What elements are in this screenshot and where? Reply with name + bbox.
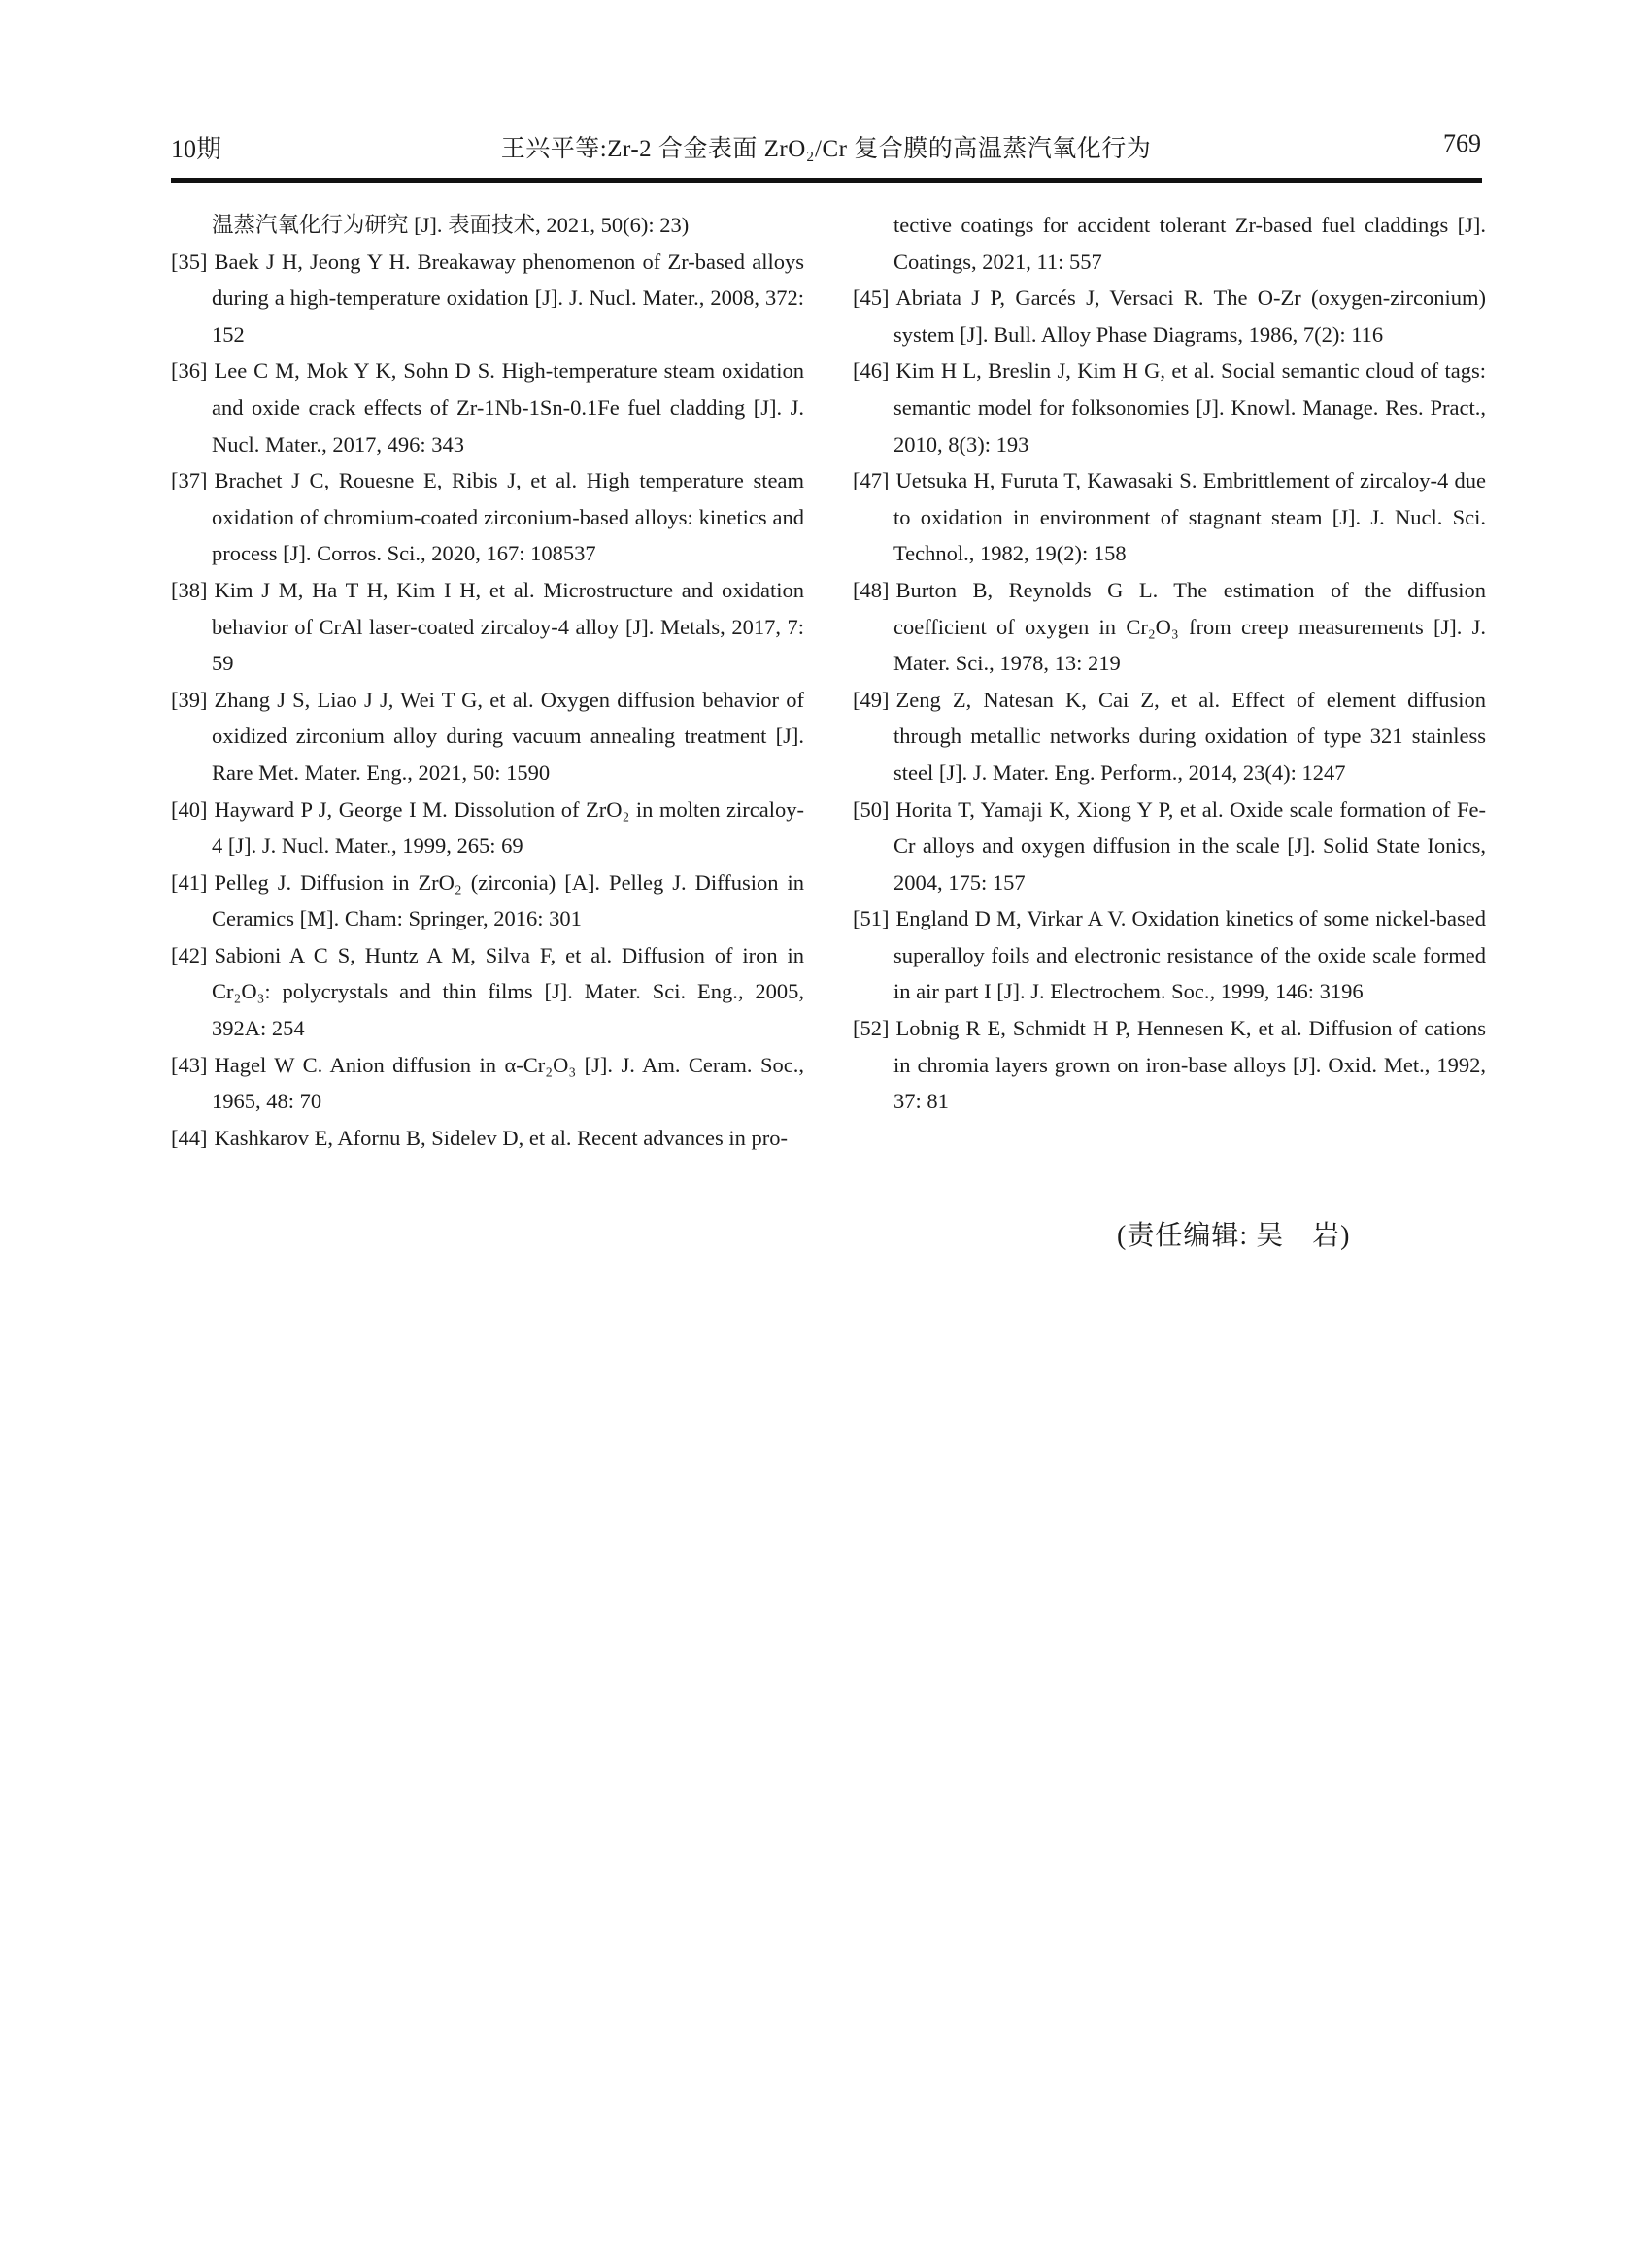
reference-text: 温蒸汽氧化行为研究 [J]. 表面技术, 2021, 50(6): 23)	[212, 213, 690, 237]
reference-label: [44]	[171, 1125, 208, 1150]
reference-label: [38]	[171, 577, 208, 602]
reference-label: [36]	[171, 358, 208, 384]
reference-label: [39]	[171, 687, 208, 712]
reference-text: Brachet J C, Rouesne E, Ribis J, et al. High temperature steam oxidation of chromium-coated zirconium-based alloys: kinetics and process [J]. Corros. Sci., 2020, 167: 108537	[212, 468, 804, 566]
reference-text: Lee C M, Mok Y K, Sohn D S. High-temperature steam oxidation and oxide crack effects of Zr-1Nb-1Sn-0.1Fe fuel cladding [J]. J. Nucl. Mater., 2017, 496: 343	[212, 358, 804, 456]
reference-continuation	[853, 207, 1486, 280]
references-right-column	[853, 207, 1486, 1120]
reference-item	[171, 462, 804, 572]
reference-text: Sabioni A C S, Huntz A M, Silva F, et al. Diffusion of iron in Cr₂O₃: polycrystals and thin films [J]. Mater. Sci. Eng., 2005, 392A: 254	[212, 942, 804, 1041]
reference-text: Kim J M, Ha T H, Kim I H, et al. Microstructure and oxidation behavior of CrAl laser-coated zircaloy-4 alloy [J]. Metals, 2017, 7: 59	[212, 577, 804, 676]
reference-text: Pelleg J. Diffusion in ZrO₂ (zirconia) [A]. Pelleg J. Diffusion in Ceramics [M]. Cham: Springer, 2016: 301	[212, 869, 804, 931]
reference-label: [45]	[853, 286, 890, 311]
reference-label: [47]	[853, 468, 890, 493]
reference-label: [52]	[853, 1016, 890, 1041]
reference-label: [42]	[171, 942, 208, 967]
reference-label: [46]	[853, 358, 890, 384]
issue-number: 10期	[171, 135, 222, 163]
reference-item	[853, 353, 1486, 462]
reference-item	[171, 244, 804, 354]
reference-label: [51]	[853, 906, 890, 931]
reference-item	[171, 353, 804, 462]
reference-label: [49]	[853, 687, 890, 712]
references-left-column	[171, 207, 804, 1156]
reference-item	[853, 572, 1486, 682]
reference-item	[853, 1010, 1486, 1120]
reference-text: England D M, Virkar A V. Oxidation kinetics of some nickel-based superalloy foils and electronic resistance of the oxide scale formed in air part I [J]. J. Electrochem. Soc., 1999, 146: 3196	[893, 906, 1486, 1004]
running-title: 王兴平等:Zr-2 合金表面 ZrO₂/Cr 复合膜的高温蒸汽氧化行为	[500, 136, 1152, 162]
reference-text: Hagel W C. Anion diffusion in α-Cr₂O₃ [J]. J. Am. Ceram. Soc., 1965, 48: 70	[212, 1052, 804, 1114]
reference-text: tective coatings for accident tolerant Zr-based fuel claddings [J]. Coatings, 2021, 11: 557	[893, 213, 1486, 274]
reference-item	[171, 937, 804, 1047]
page-number: 769	[1443, 129, 1481, 157]
reference-text: Abriata J P, Garcés J, Versaci R. The O-Zr (oxygen-zirconium) system [J]. Bull. Alloy Phase Diagrams, 1986, 7(2): 116	[893, 286, 1486, 347]
reference-text: Baek J H, Jeong Y H. Breakaway phenomenon of Zr-based alloys during a high-temperature oxidation [J]. J. Nucl. Mater., 2008, 372: 152	[212, 249, 804, 347]
reference-item	[853, 792, 1486, 901]
reference-item	[171, 572, 804, 682]
reference-continuation	[171, 207, 804, 244]
page-header	[171, 129, 1481, 166]
reference-label: [50]	[853, 796, 890, 822]
reference-label: [35]	[171, 249, 208, 274]
reference-label: [41]	[171, 869, 208, 895]
reference-item	[171, 864, 804, 937]
reference-text: Zhang J S, Liao J J, Wei T G, et al. Oxygen diffusion behavior of oxidized zirconium alloy during vacuum annealing treatment [J]. Rare Met. Mater. Eng., 2021, 50: 1590	[212, 687, 804, 785]
reference-text: Uetsuka H, Furuta T, Kawasaki S. Embrittlement of zircaloy-4 due to oxidation in environment of stagnant steam [J]. J. Nucl. Sci. Technol., 1982, 19(2): 158	[893, 468, 1486, 566]
reference-text: Kashkarov E, Afornu B, Sidelev D, et al. Recent advances in pro-	[214, 1125, 788, 1150]
reference-item	[171, 792, 804, 864]
reference-text: Kim H L, Breslin J, Kim H G, et al. Social semantic cloud of tags: semantic model for folksonomies [J]. Knowl. Manage. Res. Pract., 2010, 8(3): 193	[893, 358, 1486, 456]
reference-item	[853, 462, 1486, 572]
reference-text: Burton B, Reynolds G L. The estimation of the diffusion coefficient of oxygen in Cr₂O₃ from creep measurements [J]. J. Mater. Sci., 1978, 13: 219	[893, 577, 1486, 676]
reference-text: Zeng Z, Natesan K, Cai Z, et al. Effect of element diffusion through metallic networks during oxidation of type 321 stainless steel [J]. J. Mater. Eng. Perform., 2014, 23(4): 1247	[893, 687, 1486, 785]
reference-label: [37]	[171, 468, 208, 493]
reference-label: [40]	[171, 796, 208, 822]
reference-item	[171, 682, 804, 792]
editor-note: (责任编辑: 吴 岩)	[1117, 1221, 1351, 1251]
reference-text: Hayward P J, George I M. Dissolution of ZrO₂ in molten zircaloy-4 [J]. J. Nucl. Mater., 1999, 265: 69	[212, 796, 804, 859]
reference-item	[171, 1120, 804, 1157]
reference-text: Horita T, Yamaji K, Xiong Y P, et al. Oxide scale formation of Fe-Cr alloys and oxygen diffusion in the scale [J]. Solid State Ionics, 2004, 175: 157	[893, 796, 1486, 895]
reference-text: Lobnig R E, Schmidt H P, Hennesen K, et al. Diffusion of cations in chromia layers grown on iron-base alloys [J]. Oxid. Met., 1992, 37: 81	[893, 1016, 1486, 1114]
reference-label: [48]	[853, 577, 890, 602]
reference-item	[853, 280, 1486, 353]
reference-item	[853, 682, 1486, 792]
reference-item	[853, 900, 1486, 1010]
reference-label: [43]	[171, 1052, 208, 1077]
reference-item	[171, 1047, 804, 1120]
header-rule	[171, 178, 1482, 183]
